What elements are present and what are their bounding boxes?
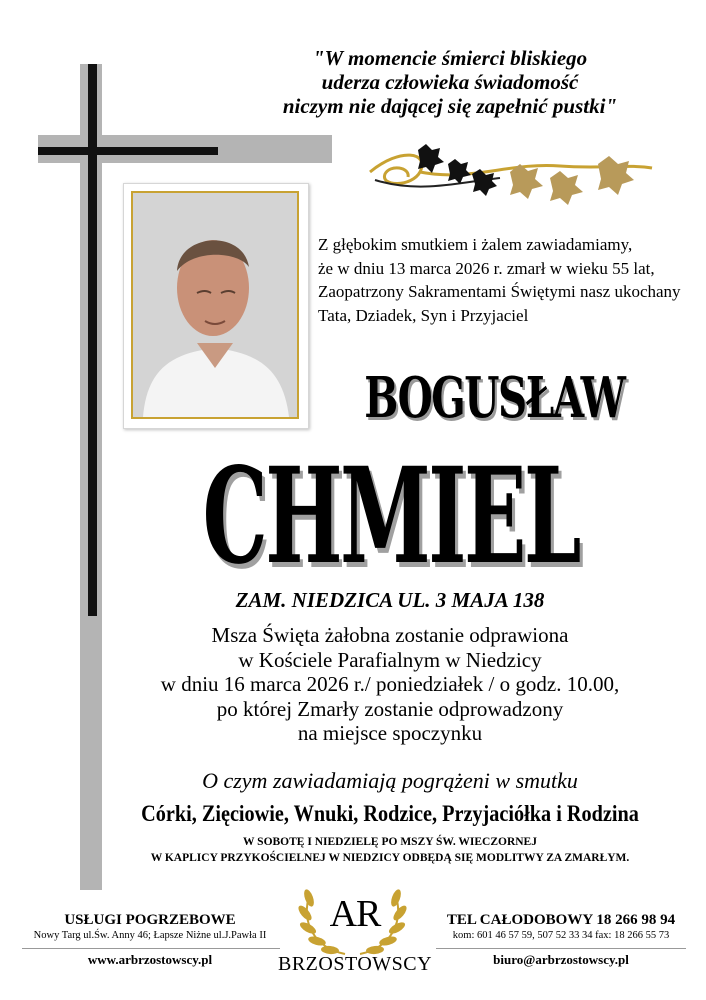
mourners-names: Córki, Zięciowie, Wnuki, Rodzice, Przyjaciółka i Rodzina <box>141 801 639 826</box>
quote-line: "W momencie śmierci bliskiego <box>312 46 588 70</box>
portrait-silhouette-icon <box>133 193 297 417</box>
note-line: W KAPLICY PRZYKOŚCIELNEJ W NIEDZICY ODBĘDĄ SIĘ MODLITWY ZA ZMARŁYM. <box>150 852 630 864</box>
mass-line: w Kościele Parafialnym w Niedzicy <box>238 647 542 672</box>
prayer-notes <box>100 834 680 866</box>
cross-horizontal-bar <box>38 147 218 155</box>
announcement-intro <box>318 233 681 327</box>
mourners-intro: O czym zawiadamiają pogrążeni w smutku <box>202 768 578 793</box>
funeral-services-title: USŁUGI POGRZEBOWE <box>64 912 236 928</box>
footer-divider-right <box>436 948 686 949</box>
quote-line: niczym nie dającej się zapełnić pustki" <box>282 94 618 118</box>
logo-monogram: AR <box>329 893 381 935</box>
mass-information <box>110 623 670 746</box>
portrait-frame <box>123 183 309 429</box>
quote-line: uderza człowieka świadomość <box>321 70 579 94</box>
mass-line: na miejsce spoczynku <box>297 721 483 745</box>
intro-line: Tata, Dziadek, Syn i Przyjaciel <box>318 305 529 325</box>
ivy-vine-ornament-icon <box>360 142 660 212</box>
intro-line: Zaopatrzony Sakramentami Świętymi nasz ukochany <box>318 282 681 301</box>
funeral-services-address: Nowy Targ ul.Św. Anny 46; Łapsze Niżne ul.J.Pawła II <box>33 930 267 941</box>
deceased-address: ZAM. NIEDZICA UL. 3 MAJA 138 <box>235 588 545 612</box>
intro-line: że w dniu 13 marca 2026 r. zmarł w wieku 55 lat, <box>318 258 655 278</box>
website-link[interactable]: www.arbrzostowscy.pl <box>87 952 213 967</box>
phone-24h: TEL CAŁODOBOWY 18 266 98 94 <box>446 912 676 928</box>
intro-line: Z głębokim smutkiem i żalem zawiadamiamy, <box>318 235 633 254</box>
deceased-last-name: CHMIEL <box>202 439 579 594</box>
footer-divider-left <box>22 948 280 949</box>
mobile-fax-numbers: kom: 601 46 57 59, 507 52 33 34 fax: 18 266 55 73 <box>452 930 670 941</box>
email-link[interactable]: biuro@arbrzostowscy.pl <box>493 952 629 967</box>
note-line: W SOBOTĘ I NIEDZIELĘ PO MSZY ŚW. WIECZORNEJ <box>243 836 537 848</box>
quote <box>230 46 670 118</box>
portrait-photo <box>131 191 299 419</box>
mass-line: po której Zmarły zostanie odprowadzony <box>216 696 564 721</box>
mass-line: w dniu 16 marca 2026 r./ poniedziałek / o godz. 10.00, <box>160 672 620 696</box>
mass-line: Msza Święta żałobna zostanie odprawiona <box>211 623 569 647</box>
deceased-first-name: BOGUSŁAW <box>364 365 625 431</box>
logo-company-name: BRZOSTOWSCY <box>278 953 433 975</box>
